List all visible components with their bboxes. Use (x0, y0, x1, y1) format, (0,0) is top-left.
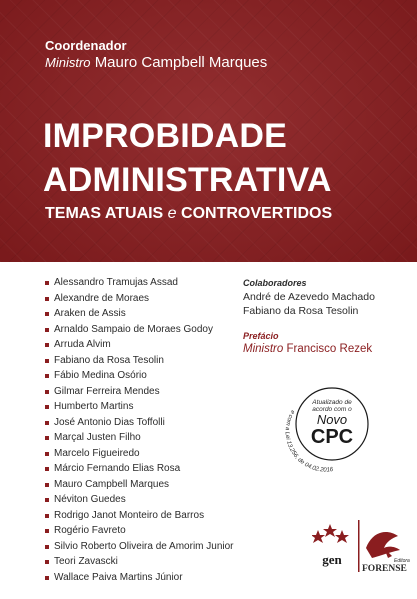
preface-author (243, 343, 372, 355)
collaborator-name: Fabiano da Rosa Tesolin (243, 305, 359, 317)
collaborators-label: Colaboradores (243, 278, 307, 288)
subtitle-connector: e (167, 205, 177, 222)
collaborator-name: André de Azevedo Machado (243, 291, 375, 303)
forense-logo-icon (358, 518, 414, 578)
author-item: Wallace Paiva Martins Júnior (45, 570, 234, 586)
author-item: Arruda Alvim (45, 337, 234, 353)
coordinator-name (45, 54, 267, 71)
author-item: Fábio Medina Osório (45, 368, 234, 384)
subtitle-part-1: TEMAS ATUAIS (45, 205, 164, 222)
author-item: Silvio Roberto Oliveira de Amorim Junior (45, 539, 234, 555)
forense-editora-text: Editora (394, 558, 410, 564)
novo-cpc-seal-icon (280, 380, 376, 476)
preface-title: Ministro (243, 343, 284, 355)
author-item: Teori Zavascki (45, 554, 234, 570)
seal-line-2: acordo com o (312, 406, 352, 413)
forense-name-text: FORENSE (362, 564, 407, 574)
author-item: José Antonio Dias Toffolli (45, 415, 234, 431)
author-item: Araken de Assis (45, 306, 234, 322)
author-item: Néviton Guedes (45, 492, 234, 508)
seal-arc-path-text: e com a Lei 13.256, de 04.02.2016 (283, 408, 334, 474)
seal-cpc: CPC (310, 426, 354, 448)
author-list (45, 275, 234, 585)
book-subtitle (45, 205, 332, 223)
author-item: Mauro Campbell Marques (45, 477, 234, 493)
author-item: Alessandro Tramujas Assad (45, 275, 234, 291)
author-item: Márcio Fernando Elias Rosa (45, 461, 234, 477)
author-item: Rodrigo Janot Monteiro de Barros (45, 508, 234, 524)
cover-top-panel (0, 0, 417, 262)
preface-name: Francisco Rezek (286, 343, 373, 355)
author-item: Fabiano da Rosa Tesolin (45, 353, 234, 369)
book-title-line-1: IMPROBIDADE (43, 117, 287, 155)
seal-line-1: Atualizado de (312, 399, 352, 406)
coordinator-title: Ministro (45, 55, 91, 70)
coordinator-full-name: Mauro Campbell Marques (94, 54, 268, 71)
author-item: Arnaldo Sampaio de Moraes Godoy (45, 322, 234, 338)
coordinator-label: Coordenador (45, 38, 127, 53)
book-title-line-2: ADMINISTRATIVA (43, 161, 332, 199)
author-item: Gilmar Ferreira Mendes (45, 384, 234, 400)
author-item: Marcelo Figueiredo (45, 446, 234, 462)
author-item: Marçal Justen Filho (45, 430, 234, 446)
gen-logo-text: gen (322, 552, 342, 567)
gen-logo-icon (312, 520, 352, 572)
author-item: Rogério Favreto (45, 523, 234, 539)
preface-label: Prefácio (243, 331, 279, 341)
author-item: Humberto Martins (45, 399, 234, 415)
author-item: Alexandre de Moraes (45, 291, 234, 307)
subtitle-part-2: CONTROVERTIDOS (181, 205, 333, 222)
seal-novo: Novo (316, 412, 348, 427)
